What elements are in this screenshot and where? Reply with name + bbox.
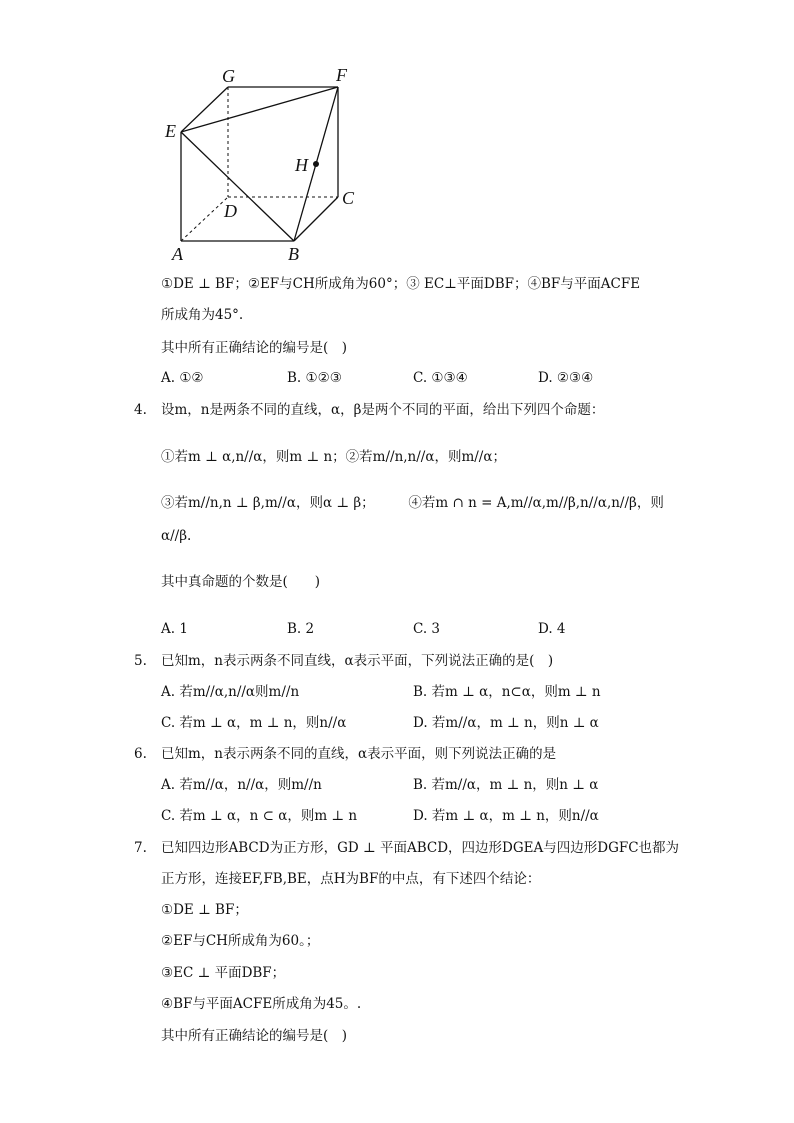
- label-B: B: [288, 244, 299, 264]
- q7-stem-line1: 已知四边形ABCD为正方形，GD ⊥ 平面ABCD，四边形DGEA与四边形DGFC也都为: [161, 840, 680, 856]
- q4-stem: 设m，n是两条不同的直线，α，β是两个不同的平面，给出下列四个命题：: [161, 402, 605, 418]
- label-A: A: [172, 244, 183, 264]
- label-C: C: [342, 188, 355, 208]
- q5-option-d[interactable]: D. 若m//α，m ⊥ n，则n ⊥ α: [413, 715, 599, 731]
- q6-option-b[interactable]: B. 若m//α，m ⊥ n，则n ⊥ α: [413, 777, 599, 793]
- q7-conclusion-2: ②EF与CH所成角为60。；: [161, 933, 320, 949]
- q6-option-c[interactable]: C. 若m ⊥ α，n ⊂ α，则m ⊥ n: [161, 808, 358, 824]
- q6-stem: 已知m，n表示两条不同的直线，α表示平面，则下列说法正确的是: [161, 746, 557, 762]
- q4-option-d[interactable]: D. 4: [538, 621, 566, 637]
- q3-question: 其中所有正确结论的编号是( ): [161, 340, 348, 356]
- q7-number: 7.: [134, 840, 147, 856]
- q3-statements-line1: ①DE ⊥ BF；②EF与CH所成角为60°；③ EC⊥平面DBF；④BF与平面ACFE: [161, 276, 641, 292]
- q4-option-c[interactable]: C. 3: [413, 621, 441, 637]
- q4-propositions-line1: ①若m ⊥ α,n//α，则m ⊥ n；②若m//n,n//α，则m//α；: [161, 449, 506, 465]
- q3-statements-line2: 所成角为45°.: [161, 307, 244, 323]
- q4-question: 其中真命题的个数是( ): [161, 574, 321, 590]
- q7-stem-line2: 正方形，连接EF,FB,BE，点H为BF的中点，有下述四个结论：: [161, 871, 541, 887]
- q4-propositions-line3: α//β.: [161, 528, 192, 544]
- label-H: H: [295, 155, 308, 175]
- label-G: G: [222, 66, 235, 86]
- q5-option-a[interactable]: A. 若m//α,n//α则m//n: [161, 684, 300, 700]
- q4-number: 4.: [134, 402, 147, 418]
- q3-option-d[interactable]: D. ②③④: [538, 370, 594, 386]
- label-F: F: [336, 65, 347, 85]
- q7-conclusion-3: ③EC ⊥ 平面DBF；: [161, 965, 286, 981]
- q4-option-b[interactable]: B. 2: [287, 621, 315, 637]
- q6-option-d[interactable]: D. 若m ⊥ α，m ⊥ n，则n//α: [413, 808, 599, 824]
- q3-option-a[interactable]: A. ①②: [161, 370, 204, 386]
- cube-figure: [0, 0, 794, 270]
- q5-option-c[interactable]: C. 若m ⊥ α，m ⊥ n，则n//α: [161, 715, 347, 731]
- label-E: E: [165, 121, 176, 141]
- q7-conclusion-1: ①DE ⊥ BF；: [161, 902, 248, 918]
- q7-conclusion-4: ④BF与平面ACFE所成角为45。.: [161, 996, 362, 1012]
- q4-propositions-line2: ③若m//n,n ⊥ β,m//α，则α ⊥ β； ④若m ∩ n = A,m//α,m//β,n//α,n//β，则: [161, 495, 664, 511]
- q5-stem: 已知m，n表示两条不同直线，α表示平面，下列说法正确的是( ): [161, 653, 554, 669]
- q5-number: 5.: [134, 653, 147, 669]
- hidden-edge-AD: [181, 197, 228, 241]
- q4-option-a[interactable]: A. 1: [161, 621, 188, 637]
- q7-question: 其中所有正确结论的编号是( ): [161, 1028, 348, 1044]
- label-D: D: [224, 201, 237, 221]
- q6-number: 6.: [134, 746, 147, 762]
- point-H: [313, 161, 319, 167]
- q3-option-b[interactable]: B. ①②③: [287, 370, 342, 386]
- q5-option-b[interactable]: B. 若m ⊥ α，n⊂α，则m ⊥ n: [413, 684, 601, 700]
- q3-option-c[interactable]: C. ①③④: [413, 370, 468, 386]
- edge-EB: [181, 132, 294, 241]
- q6-option-a[interactable]: A. 若m//α，n//α，则m//n: [161, 777, 322, 793]
